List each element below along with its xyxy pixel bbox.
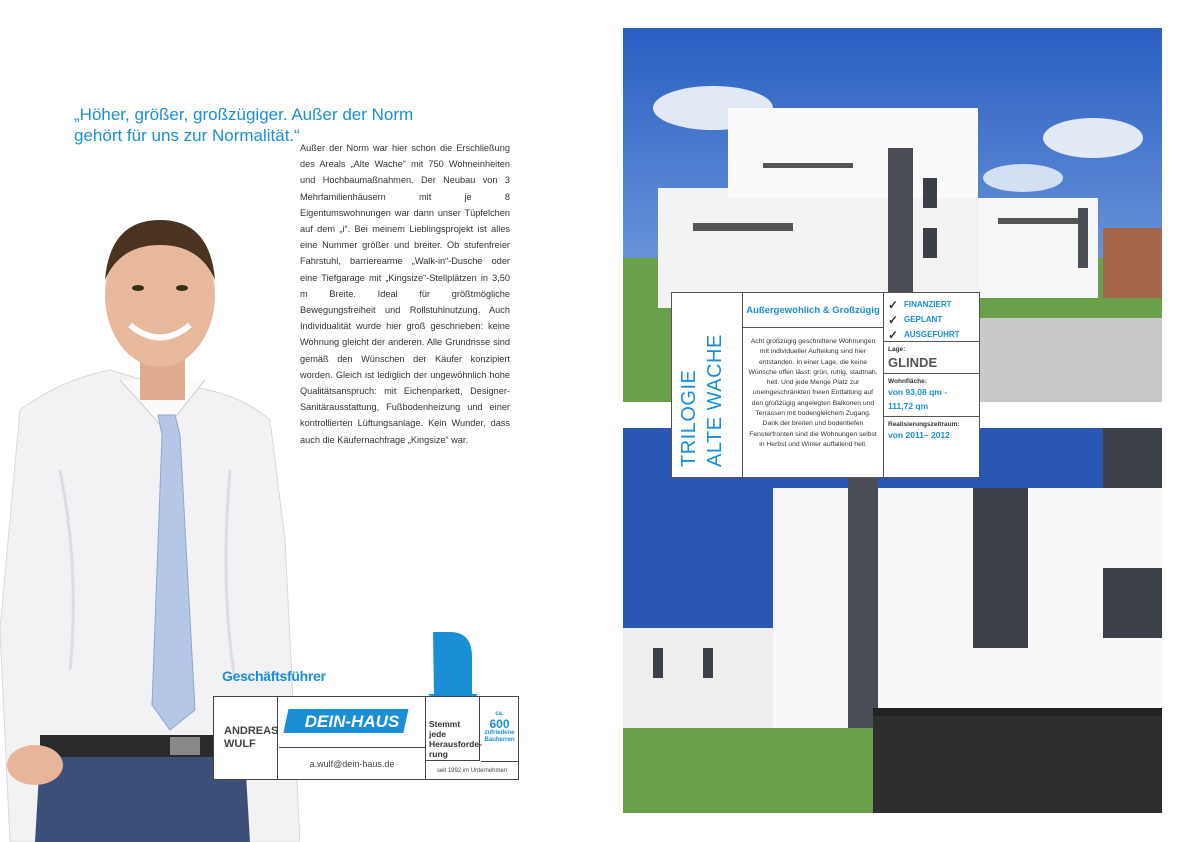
count-number: 600 bbox=[489, 717, 510, 731]
project-title-vertical bbox=[672, 293, 743, 477]
location-section bbox=[884, 342, 980, 374]
card-last-name: WULF bbox=[224, 738, 256, 750]
check-item bbox=[888, 327, 980, 342]
card-claim bbox=[426, 697, 480, 761]
checkmark-icon: ✓ bbox=[888, 327, 899, 342]
count-line-2: Bauherren bbox=[484, 737, 515, 743]
location-label: Lage: bbox=[888, 346, 906, 353]
area-value-line-1: von 93,08 qm - bbox=[888, 387, 948, 397]
logo-text: DEIN-HAUS bbox=[304, 712, 400, 731]
quote-headline: „Höher, größer, großzügiger. Außer der Norm gehört für uns zur Normalität.“ bbox=[74, 105, 414, 145]
project-headline: Außergewöhlich & Großzügig bbox=[743, 293, 883, 328]
check-item bbox=[888, 312, 980, 327]
checkmark-icon: ✓ bbox=[888, 297, 899, 312]
count-prefix: ca. bbox=[495, 711, 504, 717]
period-value: von 2011– 2012 bbox=[888, 430, 950, 440]
project-description: Acht großzügig geschnittene Wohnungen mit individueller Aufteilung sind hier entstanden. In einer Lage, die keine Wünsche offen lässt: grün, ruhig, stadtnah, hell. Und jede Menge Platz zur uneingeschränkten freien Entfaltung auf den großzügig angelegten Balkonen und Terrassen mit bodengleichem Zugang. Dank der breiten und bodentiefen Fensterfronten sind die Wohnungen selbst in Herbst und Winter auffallend hell. bbox=[748, 338, 878, 448]
check-item bbox=[888, 297, 980, 312]
card-since: seit 1992 im Unternehmen bbox=[436, 767, 508, 774]
project-facts bbox=[883, 293, 980, 477]
period-section bbox=[884, 417, 980, 445]
project-title-line-1: TRILOGIE bbox=[678, 369, 700, 467]
claim-line-3: rung bbox=[429, 749, 448, 759]
client-count bbox=[481, 711, 518, 762]
body-text: Außer der Norm war hier schon die Erschließung des Areals „Alte Wache“ mit 750 Wohneinheiten und Hochbaumaßnahmen. Der Neubau von 3 Mehrfamilienhäusern mit je 8 Eigentumswohnungen war dann unser Tüpfelchen auf dem „i“. Bei meinem Lieblingsprojekt ist alles eine Nummer größer und breiter. Ob stufenfreier Fahrstuhl, barrierearme „Walk-in“-Dusche oder eine Tiefgarage mit „Kingsize“-Stellplätzen in 3,50 m Breite. Ideal für größtmögliche Bewegungsfreiheit und Rollstuhlnutzung. Auch Individualität wurde hier groß geschrieben: keine Wohnung gleicht der anderen. Alle Grundrisse sind gemäß den Wünschen der Käufer konzipiert worden. Gleich ist lediglich der ungewöhnlich hohe Qualitätsanspruch: mit Eichenparkett, Designer-Sanitärausstattung, Fußbodenheizung und einer kontrollierten Lüftungsanlage. Kein Wunder, dass auch die Käufernachfrage „Kingsize“ war. bbox=[300, 143, 510, 445]
location-value: GLINDE bbox=[888, 355, 938, 370]
checkmark-icon: ✓ bbox=[888, 312, 899, 327]
card-title: Geschäftsführer bbox=[222, 668, 326, 684]
area-label: Wohnfläche: bbox=[888, 378, 927, 385]
status-checklist bbox=[884, 293, 980, 342]
check-label: AUSGEFÜHRT bbox=[904, 330, 960, 339]
card-first-name: ANDREAS bbox=[224, 725, 279, 737]
building-photo-bottom bbox=[623, 428, 1162, 813]
project-info-box bbox=[671, 292, 980, 478]
project-title-line-2: ALTE WACHE bbox=[704, 334, 726, 467]
period-label: Realisierungszeitraum: bbox=[888, 421, 960, 428]
claim-line-2: Herausforde- bbox=[429, 739, 482, 749]
business-card bbox=[213, 696, 519, 780]
area-value-line-2: 111,72 qm bbox=[888, 401, 929, 411]
dein-haus-logo bbox=[279, 697, 426, 748]
logo-graphic bbox=[279, 697, 425, 747]
check-label: FINANZIERT bbox=[904, 300, 952, 309]
count-line-1: zufriedene bbox=[484, 730, 515, 736]
area-section bbox=[884, 374, 980, 417]
check-label: GEPLANT bbox=[904, 315, 943, 324]
card-name bbox=[214, 697, 278, 779]
card-email[interactable]: a.wulf@dein-haus.de bbox=[279, 748, 426, 779]
claim-line-1: Stemmt jede bbox=[429, 719, 461, 739]
